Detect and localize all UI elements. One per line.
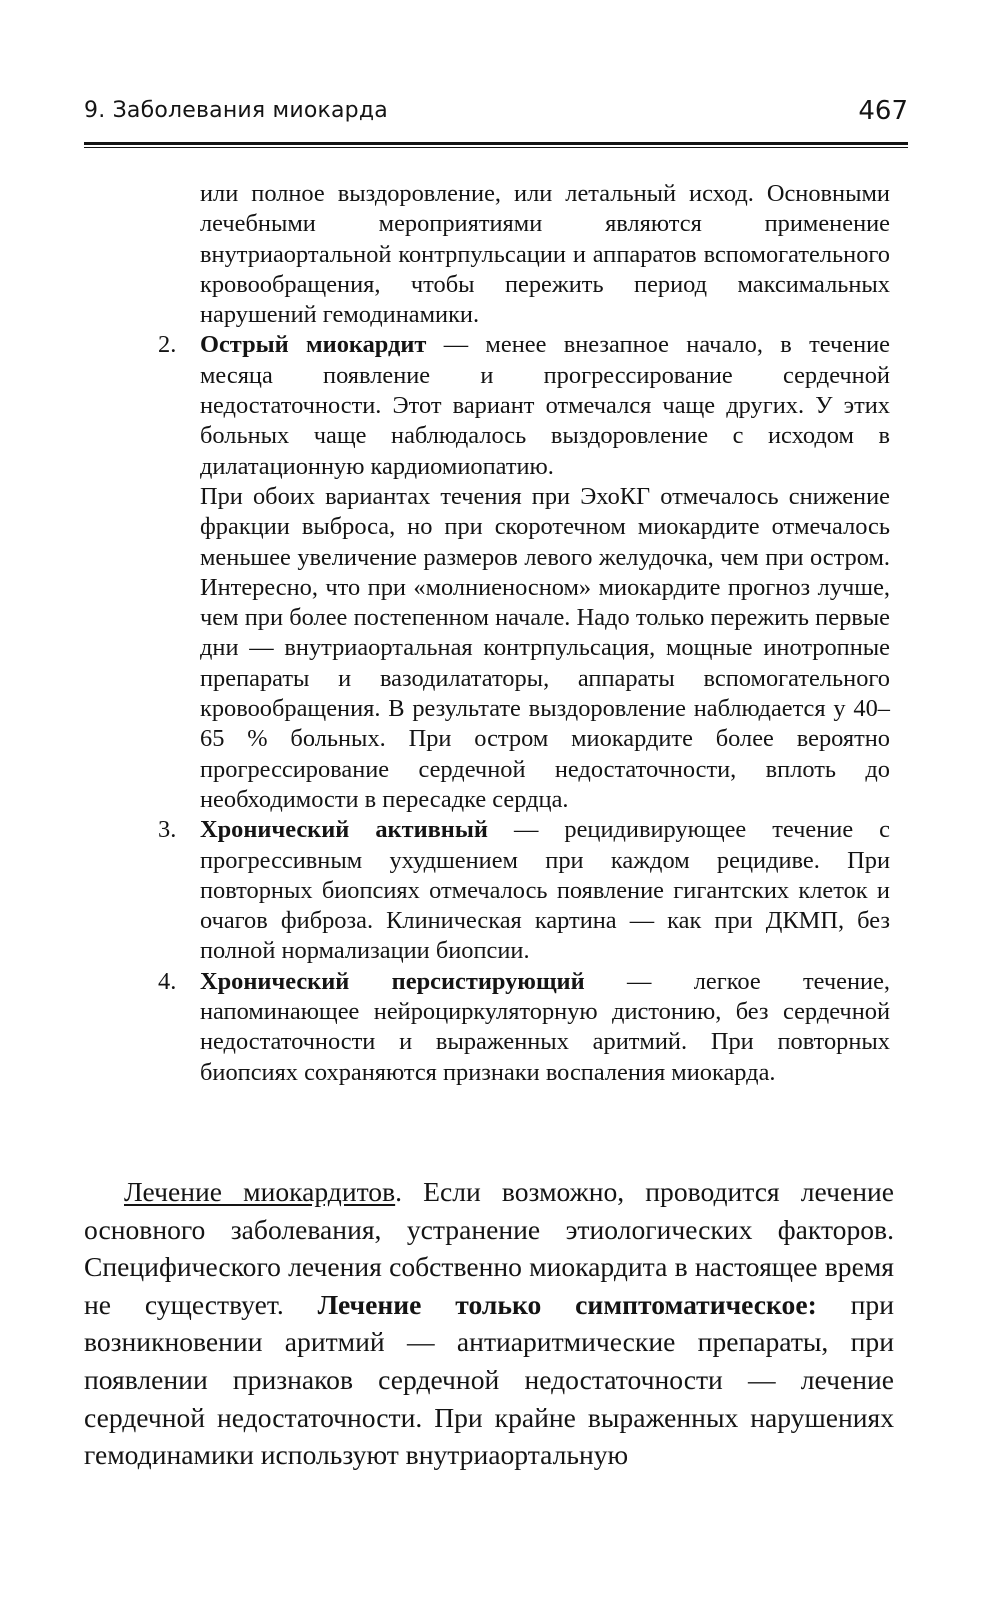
treatment-text-1: . Если возможно, проводится лечение основного заболевания, устранение этиологических факторов. Специфического лечения собственно миокардита в настоящее время не существует. xyxy=(84,1176,894,1320)
list-item-body xyxy=(200,967,890,1088)
list-item-chronic-persistent xyxy=(158,967,890,1088)
list-item-extra-paragraph: При обоих вариантах течения при ЭхоКГ отмечалось снижение фракции выброса, но при скоротечном миокардите отмечалось меньшее увеличение размеров левого желудочка, чем при остром. Интересно, что при «молниеносном» миокардите прогноз лучше, чем при более постепенном начале. Надо только пережить первые дни — внутриаортальная контрпульсация, мощные инотропные препараты и вазодилататоры, аппараты вспомогательного кровообращения. В результате выздоровление наблюдается у 40–65 % больных. При остром миокардите более вероятно прогрессирование сердечной недостаточности, вплоть до необходимости в пересадке сердца. xyxy=(200,482,890,813)
treatment-paragraph xyxy=(84,1173,894,1474)
list-item-acute xyxy=(158,330,890,815)
list-item-term: Хронический активный xyxy=(200,816,488,844)
chapter-title: 9. Заболевания миокарда xyxy=(84,98,388,123)
list-intro-continuation: или полное выздоровление, или летальный исход. Основными лечебными мероприятиями являются применение внутриаортальной контрпульсации и аппаратов вспомогательного кровообращения, чтобы пережить период максимальных нарушений гемодинамики. xyxy=(200,180,890,329)
treatment-heading: Лечение миокардитов xyxy=(124,1176,396,1207)
running-header xyxy=(84,98,908,130)
list-item-term: Хронический персистирующий xyxy=(200,967,585,995)
list-item-text: — легкое течение, напоминающее нейроциркуляторную дистонию, без сердечной недостаточности и выраженных аритмий. При повторных биопсиях сохраняются признаки воспаления миокарда. xyxy=(200,967,890,1086)
list-item-text: — менее внезапное начало, в течение месяца появление и прогрессирование сердечной недостаточности. Этот вариант отмечался чаще других. У этих больных чаще наблюдалось выздоровление с исходом в дилатационную кардиомиопатию. xyxy=(200,331,890,480)
list-item-body xyxy=(200,330,890,481)
list-item-term: Острый миокардит xyxy=(200,331,427,359)
header-rule-thick xyxy=(84,142,908,145)
page-number: 467 xyxy=(858,96,908,126)
treatment-bold-statement: Лечение только симптоматическое: xyxy=(317,1288,817,1320)
list-item-number: 2. xyxy=(158,331,177,359)
list-item-number: 4. xyxy=(158,967,177,995)
list-item-body xyxy=(200,815,890,966)
treatment-text-2: при возникновении аритмий — антиаритмические препараты, при появлении признаков сердечной недостаточности — лечение сердечной недостаточности. При крайне выраженных нарушениях гемодинамики используют внутриаортальную xyxy=(84,1288,894,1471)
treatment-section xyxy=(84,1173,894,1474)
list-item-number: 3. xyxy=(158,816,177,844)
myocarditis-variants-list xyxy=(158,179,890,1088)
list-item-chronic-active xyxy=(158,815,890,966)
list-item-text: — рецидивирующее течение с прогрессивным ухудшением при каждом рецидиве. При повторных биопсиях отмечалось появление гигантских клеток и очагов фиброза. Клиническая картина — как при ДКМП, без полной нормализации биопсии. xyxy=(200,816,890,965)
header-rule-thin xyxy=(84,147,908,148)
